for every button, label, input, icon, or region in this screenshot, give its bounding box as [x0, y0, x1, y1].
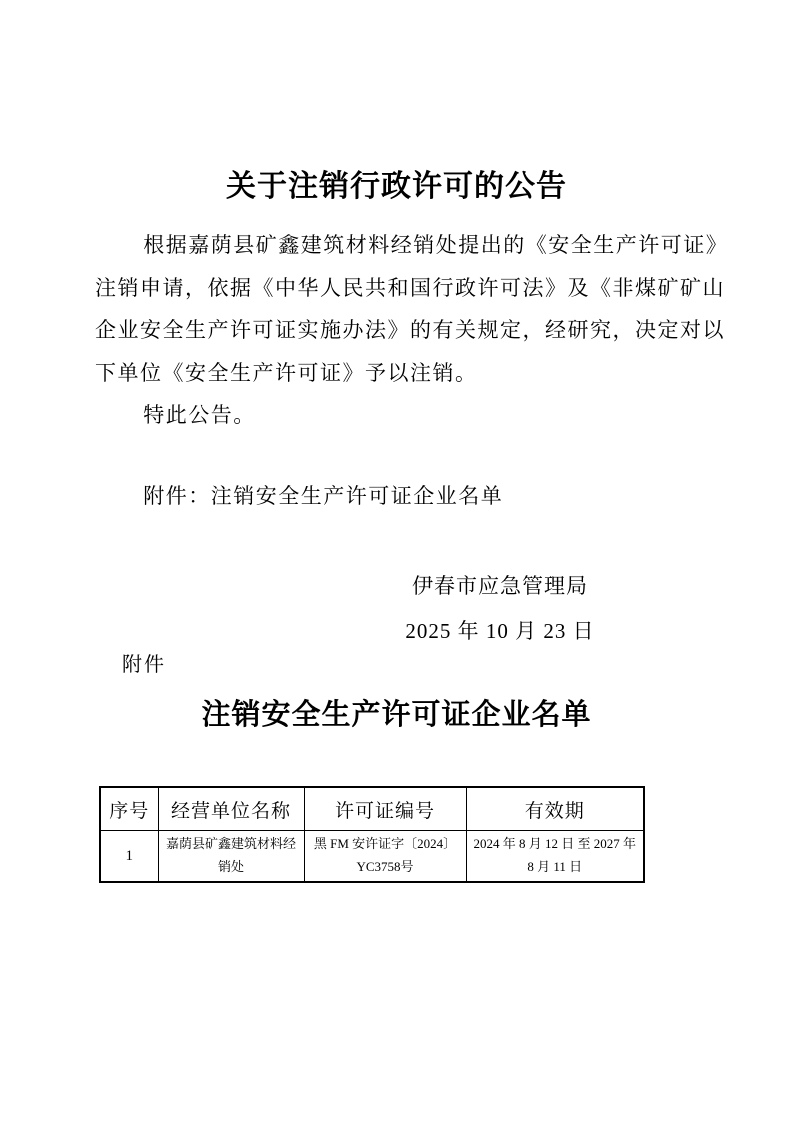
paragraph-line: 根据嘉荫县矿鑫建筑材料经销处提出的《安全生产许可证》 [143, 233, 729, 257]
header-cell-license-no: 许可证编号 [304, 787, 466, 831]
cell-index: 1 [100, 831, 158, 883]
attachment-table-title: 注销安全生产许可证企业名单 [201, 699, 592, 731]
cell-validity: 2024 年 8 月 12 日 至 2027 年 8 月 11 日 [466, 831, 644, 883]
header-cell-validity: 有效期 [466, 787, 644, 831]
table-header-row [100, 787, 644, 831]
issue-date: 2025 年 10 月 23 日 [405, 619, 595, 643]
attachment-note: 附件：注销安全生产许可证企业名单 [143, 484, 504, 508]
license-table [99, 786, 645, 883]
body-paragraph [95, 224, 729, 437]
paragraph-line: 企业安全生产许可证实施办法》的有关规定，经研究，决定对以 [95, 318, 725, 342]
signature-block [320, 564, 680, 654]
table-row [100, 831, 644, 883]
cell-unit-name: 嘉荫县矿鑫建筑材料经销处 [158, 831, 304, 883]
header-cell-index: 序号 [100, 787, 158, 831]
cell-license-no: 黑 FM 安许证字〔2024〕YC3758号 [304, 831, 466, 883]
closing-line: 特此公告。 [143, 403, 256, 427]
document-title: 关于注销行政许可的公告 [226, 170, 567, 204]
header-cell-unit-name: 经营单位名称 [158, 787, 304, 831]
paragraph-line: 注销申请，依据《中华人民共和国行政许可法》及《非煤矿矿山 [95, 275, 725, 300]
issuer-name: 伊春市应急管理局 [412, 574, 588, 598]
attachment-label: 附件 [122, 654, 166, 676]
paragraph-line: 下单位《安全生产许可证》予以注销。 [95, 360, 478, 385]
